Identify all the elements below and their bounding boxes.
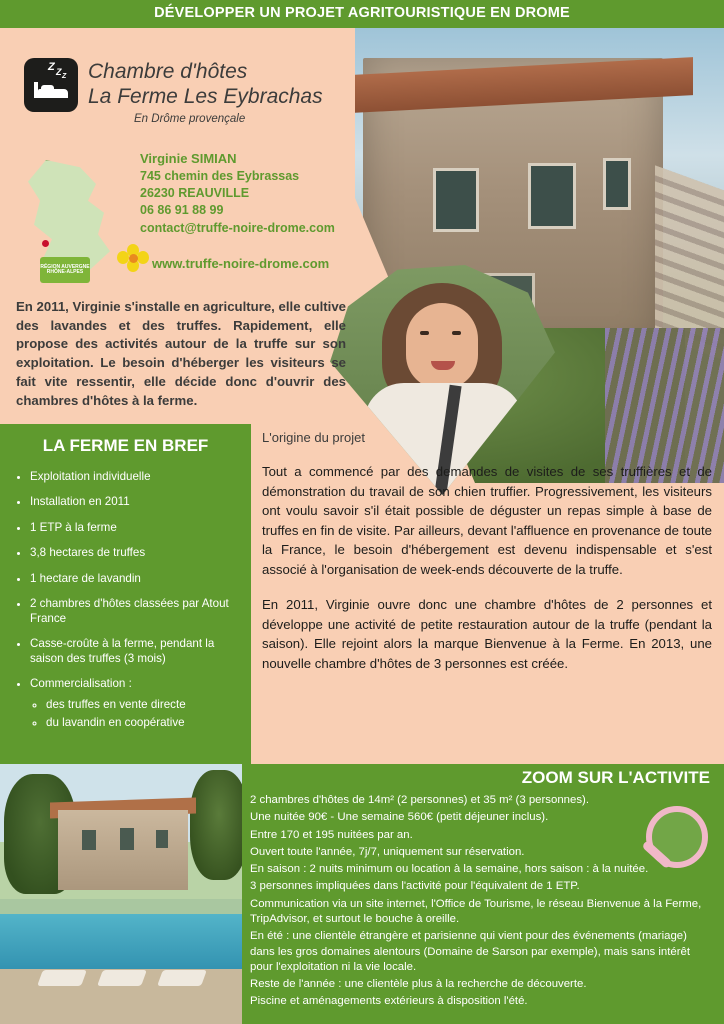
list-subitem: ◦ des truffes en vente directe (46, 698, 242, 712)
magnifier-icon (636, 806, 714, 884)
list-item: • 1 ETP à la ferme (30, 521, 242, 535)
pool-water (0, 914, 242, 976)
zoom-line: Reste de l'année : une clientèle plus à la recherche de découverte. (250, 978, 587, 991)
zoom-line: Une nuitée 90€ - Une semaine 560€ (petit déjeuner inclus). (250, 811, 549, 824)
contact-phone: 06 86 91 88 99 (140, 203, 224, 218)
pool-photo-window (156, 830, 168, 848)
zoom-line: Communication via un site internet, l'Office de Tourisme, le réseau Bienvenue à la Ferme, TripAdvisor, et surtout le bouche à oreille. (250, 897, 702, 925)
page-title: DÉVELOPPER UN PROJET AGRITOURISTIQUE EN DROME (154, 5, 570, 21)
contact-website[interactable]: www.truffe-noire-drome.com (152, 256, 330, 271)
photo-window (603, 158, 631, 210)
zoom-line: 2 chambres d'hôtes de 14m² (2 personnes) et 35 m² (3 personnes). (250, 794, 589, 806)
sun-lounger (97, 970, 147, 986)
photo-lavender (605, 328, 724, 483)
z-glyph: Z (48, 61, 55, 73)
photo-roof (355, 57, 693, 113)
portrait-eye (420, 331, 429, 335)
region-logo: RÉGION AUVERGNE RHÔNE-ALPES (40, 257, 90, 283)
sun-lounger (37, 970, 87, 986)
story-title: L'origine du projet (262, 430, 365, 445)
list-item: • 1 hectare de lavandin (30, 572, 242, 586)
map-location-dot (42, 240, 49, 247)
story-paragraph: En 2011, Virginie ouvre donc une chambre d'hôtes de 2 personnes et développe une activité de petite restauration autour de la truffe (pendant la saison). Elle rejoint alors la marque Bienvenue à la Ferme. En 2013, une nouvelle chambre d'hôtes de 3 personnes est créée. (262, 597, 712, 671)
contact-address-2: 26230 REAUVILLE (140, 186, 250, 201)
pool-photo-window (82, 830, 96, 850)
region-map (18, 160, 118, 280)
sun-lounger (157, 970, 207, 986)
zoom-line: 3 personnes impliquées dans l'activité pour l'équivalent de 1 ETP. (250, 880, 580, 893)
zoom-title: ZOOM SUR L'ACTIVITE (521, 768, 710, 787)
brand-line-1: Chambre d'hôtes (88, 60, 248, 83)
contact-block (140, 150, 370, 237)
zoom-line: Piscine et aménagements extérieurs à disposition l'été. (250, 995, 528, 1008)
list-item: • 2 chambres d'hôtes classées par Atout France (30, 597, 242, 626)
story-body (262, 462, 712, 689)
zoom-line: En été : une clientèle étrangère et parisienne qui vient pour des événements (mariage) dans les gros domaines alentours (Domaine de Sarson par exemple), mais sans intérêt pour l'exploitation ni la vie locale. (250, 930, 691, 973)
contact-email[interactable]: contact@truffe-noire-drome.com (140, 220, 335, 235)
pool-photo (0, 764, 242, 1024)
list-item: • Installation en 2011 (30, 495, 242, 509)
contact-name: Virginie SIMIAN (140, 151, 237, 166)
pool-photo-house (58, 810, 188, 890)
list-item: • Exploitation individuelle (30, 470, 242, 484)
brand-line-2: La Ferme Les Eybrachas (88, 85, 323, 108)
z-glyph: Z (62, 73, 67, 80)
bed-zzz-icon (24, 58, 78, 112)
flower-icon (118, 243, 148, 273)
zoom-line: Ouvert toute l'année, 7j/7, uniquement sur réservation. (250, 845, 525, 858)
list-subitem: ◦ du lavandin en coopérative (46, 716, 242, 730)
list-item: • Casse-croûte à la ferme, pendant la saison des truffes (3 mois) (30, 637, 242, 666)
photo-window (528, 163, 576, 229)
bed-shape (34, 82, 68, 98)
brand-line-3: En Drôme provençale (134, 113, 246, 125)
z-glyph: Z (56, 67, 62, 77)
pool-photo-window (120, 828, 134, 850)
zoom-line: En saison : 2 nuits minimum ou location à la semaine, hors saison : à la nuitée. (250, 863, 649, 876)
list-item: • 3,8 hectares de truffes (30, 546, 242, 560)
contact-address-1: 745 chemin des Eybrassas (140, 168, 300, 183)
farm-brief-title: LA FERME EN BREF (42, 436, 209, 455)
portrait-eye (452, 331, 461, 335)
photo-window (433, 168, 479, 232)
story-paragraph: Tout a commencé par des demandes de visites de ses truffières et de démonstration du travail de son chien truffier. Progressivement, les visiteurs ont voulu savoir s'il était possible de déguster un repas simple à base de truffes en fin de visite. Par ailleurs, devant l'affluence en provenance de toute la France, le besoin d'hébergement est devenu indispensable et s'est associé à l'organisation de week-ends découverte de la truffe. (262, 464, 712, 577)
zoom-line: Entre 170 et 195 nuitées par an. (250, 828, 413, 841)
list-item (30, 677, 242, 730)
farm-brief-list (14, 470, 242, 742)
pillow-shape (41, 85, 54, 92)
list-item-label: Commercialisation : (30, 677, 132, 691)
portrait-face (406, 303, 478, 389)
intro-paragraph: En 2011, Virginie s'installe en agriculture, elle cultive des lavandes et des truffes. Rapidement, elle propose des activités autour de la truffe sur son exploitation. Le besoin d'héberger les visiteurs se fait vite ressentir, elle décide donc d'ouvrir des chambres d'hôtes à la ferme. (16, 299, 346, 408)
